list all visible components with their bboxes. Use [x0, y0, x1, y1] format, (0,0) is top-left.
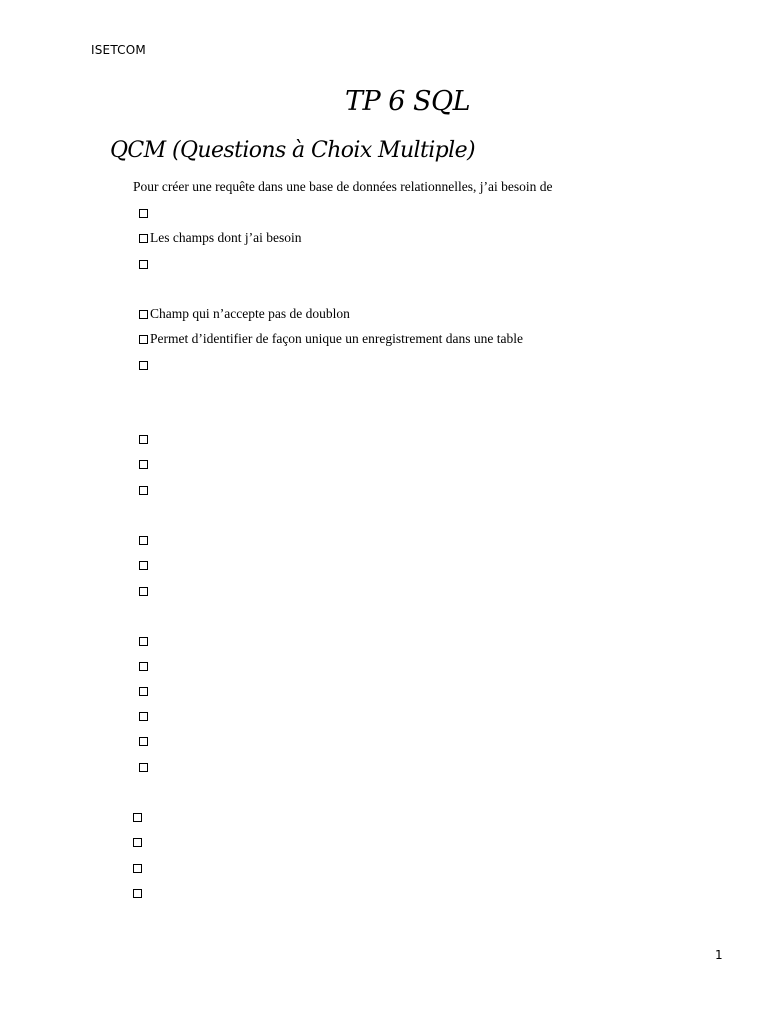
option-label: Les champs dont j’ai besoin — [150, 230, 302, 245]
checkbox-icon[interactable] — [133, 889, 142, 898]
answer-option[interactable] — [139, 331, 523, 347]
checkbox-icon[interactable] — [139, 234, 148, 243]
answer-option[interactable] — [139, 633, 150, 649]
checkbox-icon[interactable] — [139, 310, 148, 319]
checkbox-icon[interactable] — [139, 435, 148, 444]
option-label: Permet d’identifier de façon unique un enregistrement dans une table — [150, 331, 523, 346]
checkbox-icon[interactable] — [139, 737, 148, 746]
answer-option[interactable] — [139, 759, 150, 775]
header-label: ISETCOM — [91, 43, 146, 57]
checkbox-icon[interactable] — [133, 864, 142, 873]
question-text: Pour créer une requête dans une base de données relationnelles, j’ai besoin de — [133, 179, 553, 194]
checkbox-icon[interactable] — [139, 763, 148, 772]
answer-option[interactable] — [139, 306, 350, 322]
checkbox-icon[interactable] — [133, 838, 142, 847]
answer-option[interactable] — [133, 834, 144, 850]
answer-option[interactable] — [139, 456, 150, 472]
answer-option[interactable] — [139, 256, 150, 272]
answer-option[interactable] — [139, 708, 150, 724]
checkbox-icon[interactable] — [139, 561, 148, 570]
answer-option[interactable] — [133, 885, 144, 901]
answer-option[interactable] — [139, 733, 150, 749]
checkbox-icon[interactable] — [139, 662, 148, 671]
checkbox-icon[interactable] — [139, 335, 148, 344]
answer-option[interactable] — [139, 532, 150, 548]
checkbox-icon[interactable] — [139, 361, 148, 370]
answer-option[interactable] — [139, 230, 301, 246]
checkbox-icon[interactable] — [139, 712, 148, 721]
checkbox-icon[interactable] — [139, 687, 148, 696]
section-title: QCM (Questions à Choix Multiple) — [110, 138, 475, 163]
option-label: Champ qui n’accepte pas de doublon — [150, 306, 350, 321]
answer-option[interactable] — [133, 809, 144, 825]
checkbox-icon[interactable] — [139, 536, 148, 545]
checkbox-icon[interactable] — [139, 637, 148, 646]
answer-option[interactable] — [139, 557, 150, 573]
answer-option[interactable] — [139, 658, 150, 674]
answer-option[interactable] — [139, 205, 150, 221]
checkbox-icon[interactable] — [139, 486, 148, 495]
checkbox-icon[interactable] — [139, 209, 148, 218]
page-number: 1 — [715, 948, 723, 962]
checkbox-icon[interactable] — [139, 260, 148, 269]
answer-option[interactable] — [139, 482, 150, 498]
answer-option[interactable] — [139, 357, 150, 373]
document-title: TP 6 SQL — [344, 86, 471, 117]
answer-option[interactable] — [133, 860, 144, 876]
checkbox-icon[interactable] — [133, 813, 142, 822]
answer-option[interactable] — [139, 583, 150, 599]
checkbox-icon[interactable] — [139, 460, 148, 469]
answer-option[interactable] — [139, 683, 150, 699]
answer-option[interactable] — [139, 431, 150, 447]
checkbox-icon[interactable] — [139, 587, 148, 596]
